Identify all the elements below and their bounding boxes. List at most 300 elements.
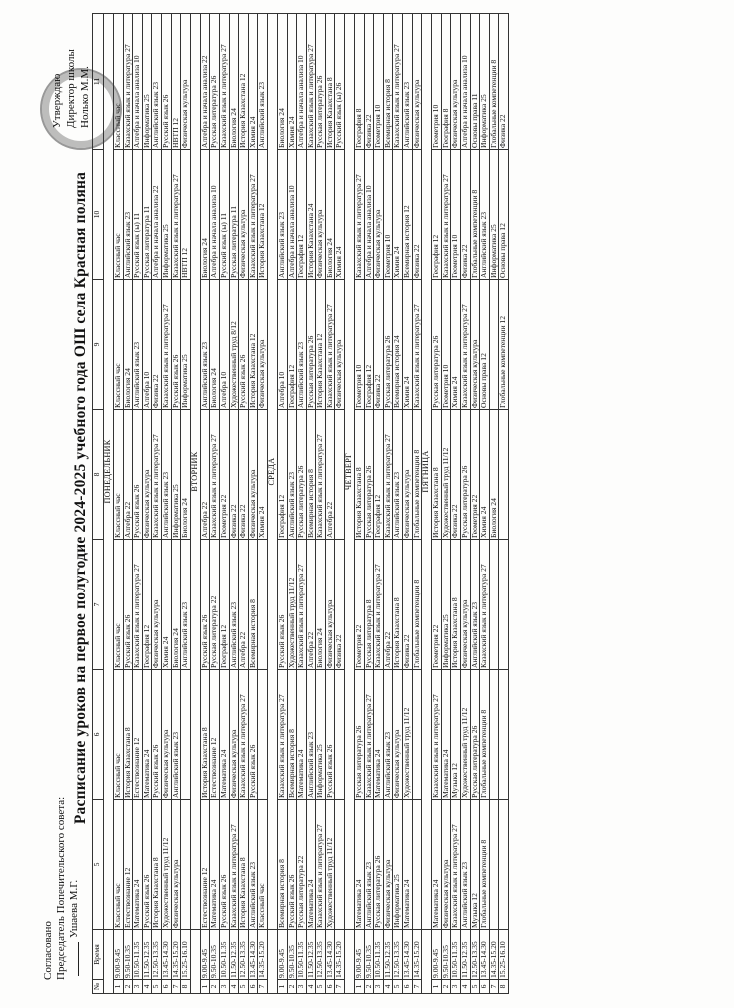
- lesson-time: 9.50-10.35: [210, 930, 220, 980]
- subject-label: Глобальные компетенции 8: [488, 59, 498, 148]
- approval-right-position: Директор школы: [65, 49, 77, 128]
- subject-label: История Казахстана 8: [354, 467, 364, 538]
- subject-label: Английский язык 23: [286, 471, 296, 538]
- day-spacer: [267, 930, 277, 994]
- column-header-grade: 8: [93, 410, 104, 540]
- column-header-grade: 6: [93, 670, 104, 800]
- schedule-cell: [461, 540, 471, 670]
- subject-label: Информатика 25: [315, 744, 325, 798]
- subject-label: Алгебра и начала анализа 10: [209, 185, 219, 278]
- subject-label: Математика 24: [209, 879, 219, 928]
- subject-label: Алгебра и начала анализа 22: [151, 185, 161, 278]
- subject-label: Математика 24: [440, 749, 450, 798]
- subject-label: Классный час: [113, 623, 122, 668]
- schedule-cell: [355, 150, 365, 280]
- subject-label: Английский язык 23: [199, 341, 209, 408]
- subject-label: Русская литература 11: [228, 205, 238, 278]
- subject-label: Художественный труд 11/12: [402, 707, 412, 798]
- approval-right-name: Нолько М.М.: [79, 66, 91, 128]
- lesson-row: [114, 14, 124, 994]
- schedule-cell: [258, 540, 268, 670]
- subject-label: Английский язык 23: [160, 471, 170, 538]
- approval-left-position: Председатель Попечительского совета:: [55, 796, 67, 980]
- subject-label: Всемирная история 24: [392, 335, 402, 408]
- subject-label: Геометрия 10: [440, 364, 450, 408]
- subject-label: Русский язык 26: [247, 744, 257, 798]
- column-header-grade: 10: [93, 150, 104, 280]
- day-spacer: [104, 930, 114, 994]
- subject-label: Информатика 25: [180, 354, 190, 408]
- lesson-number: 8: [499, 980, 509, 994]
- subject-label: Английский язык 23: [180, 601, 190, 668]
- subject-label: Физическая культура: [315, 209, 325, 278]
- schedule-table: [92, 13, 509, 994]
- schedule-cell: [316, 670, 326, 800]
- schedule-cell: [480, 280, 490, 410]
- schedule-cell: [114, 280, 124, 410]
- schedule-cell: [277, 800, 287, 930]
- lesson-number: 3: [374, 980, 384, 994]
- subject-label: Английский язык 23: [296, 341, 306, 408]
- lesson-number: 8: [181, 980, 191, 994]
- schedule-cell: [374, 150, 384, 280]
- schedule-cell: [161, 150, 171, 280]
- subject-label: Физическая культура: [180, 79, 190, 148]
- schedule-cell: [114, 410, 124, 540]
- schedule-cell: [432, 150, 442, 280]
- subject-label: Физическая культура: [411, 79, 421, 148]
- subject-label: Глобальные компетенции 8: [469, 189, 479, 278]
- lesson-number: 3: [451, 980, 461, 994]
- schedule-cell: [133, 150, 143, 280]
- schedule-cell: [374, 410, 384, 540]
- schedule-cell: [181, 150, 191, 280]
- column-header-number: №: [93, 980, 104, 994]
- subject-label: История Казахстана 8: [392, 597, 402, 668]
- schedule-cell: [480, 800, 490, 930]
- subject-label: Физическая культура: [440, 859, 450, 928]
- schedule-cell: [133, 410, 143, 540]
- day-name: ВТОРНИК: [190, 14, 200, 930]
- subject-label: Русская литература 26: [315, 75, 325, 148]
- subject-label: Физика 22: [460, 244, 469, 278]
- schedule-cell: [171, 800, 181, 930]
- subject-label: Русская литература 22: [209, 595, 219, 668]
- schedule-cell: [258, 150, 268, 280]
- subject-label: География 12: [218, 624, 228, 668]
- lesson-row: [210, 14, 220, 994]
- subject-label: Глобальные компетенции 8: [479, 709, 489, 798]
- subject-label: Английский язык 23: [151, 81, 161, 148]
- schedule-cell: [412, 280, 422, 410]
- subject-label: Русский язык (ы) 26: [334, 82, 344, 148]
- subject-label: Геометрия 22: [354, 624, 364, 668]
- day-header-row: [267, 14, 277, 994]
- lesson-time: 9.00-9.45: [432, 930, 442, 980]
- subject-label: Физическая культура: [382, 859, 392, 928]
- schedule-cell: [210, 14, 220, 150]
- day-name: ПЯТНИЦА: [422, 14, 432, 930]
- schedule-cell: [403, 280, 413, 410]
- lesson-row: [412, 14, 422, 994]
- schedule-cell: [432, 410, 442, 540]
- lesson-time: 10.50-11.35: [219, 930, 229, 980]
- lesson-row: [258, 14, 268, 994]
- subject-label: Естествознание 12: [122, 867, 132, 928]
- lesson-row: [374, 14, 384, 994]
- subject-label: Информатика 25: [141, 94, 151, 148]
- subject-label: Всемирная история 8: [382, 79, 392, 148]
- subject-label: Химия 24: [257, 506, 267, 538]
- subject-label: География 12: [276, 494, 286, 538]
- day-header-row: [422, 14, 432, 994]
- subject-label: История Казахстана 8: [151, 857, 161, 928]
- subject-label: Классный час: [113, 363, 122, 408]
- lesson-time: 11.50-12.35: [142, 930, 152, 980]
- lesson-row: [297, 14, 307, 994]
- lesson-number: 1: [432, 980, 442, 994]
- schedule-cell: [499, 280, 509, 410]
- lesson-number: 4: [142, 980, 152, 994]
- schedule-cell: [355, 410, 365, 540]
- subject-label: Физическая культура: [141, 469, 151, 538]
- lesson-row: [316, 14, 326, 994]
- subject-label: История Казахстана 8: [431, 467, 441, 538]
- lesson-time: 13.45-14.30: [480, 930, 490, 980]
- subject-label: Алгебра 10: [141, 371, 151, 408]
- lesson-number: 5: [152, 980, 162, 994]
- lesson-time: 15.25-16.10: [181, 930, 191, 980]
- subject-label: Музыка 12: [469, 893, 479, 928]
- schedule-cell: [374, 280, 384, 410]
- subject-label: Художественный труд 11/12: [440, 447, 450, 538]
- day-spacer: [190, 930, 200, 994]
- subject-label: Английский язык 23: [247, 861, 257, 928]
- subject-label: Казахский язык и литература 27: [431, 694, 441, 798]
- subject-label: Русский язык (ы) 11: [218, 212, 228, 278]
- subject-label: Физика 22: [450, 504, 460, 538]
- schedule-cell: [258, 280, 268, 410]
- subject-label: Казахский язык и литература 27: [354, 174, 364, 278]
- approval-left-name: Ушаева М.Г.: [68, 879, 80, 938]
- schedule-cell: [432, 14, 442, 150]
- subject-label: Всемирная история 8: [286, 729, 296, 798]
- lesson-row: [219, 14, 229, 994]
- subject-label: Русский язык 26: [160, 94, 170, 148]
- subject-label: Алгебра и начала анализа 10: [460, 55, 469, 148]
- column-header-grade: 11: [93, 14, 104, 150]
- schedule-cell: [480, 14, 490, 150]
- lesson-number: 6: [325, 980, 335, 994]
- day-header-row: [190, 14, 200, 994]
- schedule-cell: [489, 670, 499, 800]
- schedule-cell: [277, 670, 287, 800]
- schedule-cell: [133, 670, 143, 800]
- schedule-cell: [219, 150, 229, 280]
- subject-label: Английский язык 23: [170, 731, 180, 798]
- lesson-number: 5: [470, 980, 480, 994]
- subject-label: Алгебра и начала анализа 10: [132, 55, 142, 148]
- subject-label: История Казахстана 8: [122, 727, 132, 798]
- subject-label: НВТП 12: [170, 117, 180, 148]
- lesson-time: 14.35-15.20: [335, 930, 345, 980]
- schedule-cell: [335, 800, 345, 930]
- schedule-cell: [171, 670, 181, 800]
- schedule-cell: [133, 14, 143, 150]
- subject-label: Русский язык 26: [122, 614, 132, 668]
- subject-label: Математика 24: [141, 749, 151, 798]
- lesson-number: 4: [229, 980, 239, 994]
- lesson-number: 1: [114, 980, 124, 994]
- subject-label: История Казахстана 12: [238, 73, 248, 148]
- lesson-number: 6: [403, 980, 413, 994]
- day-spacer: [345, 930, 355, 994]
- lesson-row: [480, 14, 490, 994]
- schedule-cell: [325, 800, 335, 930]
- subject-label: Биология 24: [228, 108, 238, 148]
- subject-label: Классный час: [113, 753, 122, 798]
- subject-label: Английский язык 23: [469, 601, 479, 668]
- lesson-row: [161, 14, 171, 994]
- subject-label: История Казахстана 12: [315, 333, 325, 408]
- subject-label: Химия 24: [450, 376, 460, 408]
- column-header-grade: 7: [93, 540, 104, 670]
- subject-label: Русский язык 26: [324, 744, 334, 798]
- subject-label: Химия 24: [479, 506, 489, 538]
- schedule-cell: [374, 670, 384, 800]
- subject-label: Математика 24: [296, 749, 306, 798]
- subject-label: Английский язык 23: [257, 81, 267, 148]
- subject-label: Химия 24: [247, 116, 257, 148]
- schedule-cell: [325, 410, 335, 540]
- subject-label: Физика 22: [402, 634, 412, 668]
- subject-label: Биология 24: [170, 628, 180, 668]
- subject-label: Казахский язык и литература 27: [170, 174, 180, 278]
- subject-label: Химия 24: [392, 246, 402, 278]
- schedule-cell: [499, 14, 509, 150]
- subject-label: Английский язык 23: [305, 731, 315, 798]
- lesson-time: 11.50-12.35: [306, 930, 316, 980]
- subject-label: Химия 24: [334, 246, 344, 278]
- lesson-number: 6: [161, 980, 171, 994]
- subject-label: Алгебра и начала анализа 10: [286, 185, 296, 278]
- schedule-cell: [133, 280, 143, 410]
- subject-label: Физика 22: [498, 114, 508, 148]
- subject-label: Русская литература 26: [363, 465, 373, 538]
- lesson-time: 9.50-10.35: [287, 930, 297, 980]
- schedule-cell: [316, 150, 326, 280]
- subject-label: Алгебра 22: [238, 631, 248, 668]
- subject-label: Казахский язык и литература 27: [305, 44, 315, 148]
- lesson-time: 13.45-14.30: [161, 930, 171, 980]
- schedule-cell: [432, 800, 442, 930]
- subject-label: Всемирная история 12: [402, 205, 412, 278]
- schedule-cell: [239, 800, 249, 930]
- subject-label: Английский язык 23: [228, 601, 238, 668]
- subject-label: Информатика 25: [160, 224, 170, 278]
- subject-label: Алгебра 10: [276, 371, 286, 408]
- subject-label: Физическая культура: [228, 729, 238, 798]
- schedule-cell: [239, 410, 249, 540]
- schedule-cell: [316, 280, 326, 410]
- schedule-cell: [181, 670, 191, 800]
- lesson-number: 5: [393, 980, 403, 994]
- approval-right-heading: Утверждаю: [51, 73, 63, 128]
- subject-label: Русский язык 26: [199, 614, 209, 668]
- subject-label: Казахский язык и литература 27: [132, 564, 142, 668]
- lesson-row: [489, 14, 499, 994]
- day-spacer: [422, 930, 432, 994]
- schedule-cell: [403, 14, 413, 150]
- subject-label: Биология 24: [180, 498, 190, 538]
- subject-label: Казахский язык и литература 27: [315, 434, 325, 538]
- schedule-cell: [489, 800, 499, 930]
- schedule-cell: [316, 800, 326, 930]
- schedule-cell: [412, 670, 422, 800]
- subject-label: Русский язык 26: [141, 874, 151, 928]
- lesson-time: 14.35-15.20: [258, 930, 268, 980]
- lesson-number: 2: [123, 980, 133, 994]
- subject-label: Всемирная история 8: [247, 599, 257, 668]
- subject-label: Геометрия 22: [469, 494, 479, 538]
- schedule-cell: [335, 540, 345, 670]
- lesson-number: 2: [441, 980, 451, 994]
- subject-label: Русский язык (ы) 11: [132, 212, 142, 278]
- subject-label: Казахский язык и литература 27: [363, 694, 373, 798]
- subject-label: География 12: [373, 494, 383, 538]
- subject-label: Геометрия 10: [431, 104, 441, 148]
- schedule-cell: [461, 150, 471, 280]
- schedule-cell: [219, 800, 229, 930]
- schedule-cell: [161, 540, 171, 670]
- subject-label: Алгебра 22: [305, 631, 315, 668]
- schedule-cell: [161, 670, 171, 800]
- subject-label: Геометрия 22: [431, 624, 441, 668]
- subject-label: Русский язык 26: [286, 874, 296, 928]
- column-header-time: Время: [93, 930, 104, 980]
- subject-label: История Казахстана 8: [238, 857, 248, 928]
- lesson-time: 9.50-10.35: [441, 930, 451, 980]
- schedule-cell: [277, 150, 287, 280]
- subject-label: Геометрия 22: [218, 494, 228, 538]
- subject-label: Физическая культура: [151, 599, 161, 668]
- schedule-cell: [219, 14, 229, 150]
- subject-label: Глобальные компетенции 12: [498, 315, 508, 408]
- schedule-cell: [114, 800, 124, 930]
- schedule-cell: [325, 670, 335, 800]
- lesson-time: 11.50-12.35: [383, 930, 393, 980]
- schedule-cell: [239, 150, 249, 280]
- lesson-time: 10.50-11.35: [133, 930, 143, 980]
- schedule-cell: [461, 800, 471, 930]
- subject-label: Классный час: [113, 883, 122, 928]
- subject-label: Казахский язык и литература 27: [151, 434, 161, 538]
- lesson-number: 7: [258, 980, 268, 994]
- schedule-cell: [480, 540, 490, 670]
- subject-label: Основы права 12: [479, 353, 489, 408]
- lesson-number: 7: [412, 980, 422, 994]
- schedule-cell: [161, 280, 171, 410]
- subject-label: Информатика 25: [488, 224, 498, 278]
- schedule-cell: [114, 540, 124, 670]
- subject-label: Английский язык 23: [392, 471, 402, 538]
- schedule-cell: [133, 540, 143, 670]
- subject-label: Русский язык 26: [218, 874, 228, 928]
- schedule-cell: [499, 410, 509, 540]
- schedule-cell: [114, 14, 124, 150]
- subject-label: Русская литература 26: [431, 335, 441, 408]
- subject-label: Математика 24: [218, 749, 228, 798]
- schedule-cell: [210, 280, 220, 410]
- schedule-cell: [499, 670, 509, 800]
- lesson-time: 14.35-15.20: [489, 930, 499, 980]
- lesson-number: 5: [316, 980, 326, 994]
- lesson-time: 11.50-12.35: [461, 930, 471, 980]
- lesson-time: 13.45-14.30: [403, 930, 413, 980]
- subject-label: Художественный труд 11/12: [160, 837, 170, 928]
- subject-label: Геометрия 10: [382, 234, 392, 278]
- subject-label: Казахский язык и литература 27: [440, 174, 450, 278]
- lesson-number: 3: [297, 980, 307, 994]
- lesson-time: 12.50-13.35: [393, 930, 403, 980]
- subject-label: Русская литература 8: [363, 599, 373, 668]
- lesson-number: 1: [355, 980, 365, 994]
- schedule-cell: [355, 14, 365, 150]
- schedule-cell: [133, 800, 143, 930]
- schedule-cell: [277, 540, 287, 670]
- subject-label: Биология 24: [209, 368, 219, 408]
- schedule-cell: [219, 670, 229, 800]
- subject-label: Казахский язык и литература 27: [160, 304, 170, 408]
- schedule-cell: [210, 150, 220, 280]
- subject-label: Биология 24: [199, 238, 209, 278]
- subject-label: Классный час: [257, 883, 267, 928]
- subject-label: Математика 24: [373, 749, 383, 798]
- subject-label: История Казахстана 8: [199, 727, 209, 798]
- schedule-cell: [355, 800, 365, 930]
- subject-label: История Казахстана 8: [450, 597, 460, 668]
- schedule-cell: [277, 410, 287, 540]
- subject-label: География 8: [440, 108, 450, 148]
- subject-label: Казахский язык и литература 27: [122, 44, 132, 148]
- schedule-cell: [181, 280, 191, 410]
- schedule-cell: [403, 540, 413, 670]
- subject-label: Английский язык 23: [276, 211, 286, 278]
- subject-label: Казахский язык и литература 27: [209, 434, 219, 538]
- subject-label: Всемирная история 8: [276, 859, 286, 928]
- subject-label: Русская литература 26: [469, 725, 479, 798]
- subject-label: Физическая культура: [324, 599, 334, 668]
- subject-label: Физическая культура: [392, 729, 402, 798]
- subject-label: Классный час: [113, 103, 122, 148]
- subject-label: Русская литература 26: [296, 465, 306, 538]
- schedule-cell: [412, 14, 422, 150]
- subject-label: Алгебра 22: [324, 501, 334, 538]
- subject-label: Русская литература 26: [209, 75, 219, 148]
- subject-label: Русский язык 26: [170, 354, 180, 408]
- schedule-cell: [258, 14, 268, 150]
- schedule-cell: [114, 150, 124, 280]
- subject-label: Казахский язык и литература 27: [392, 44, 402, 148]
- subject-label: Алгебра 22: [199, 501, 209, 538]
- day-header-row: [345, 14, 355, 994]
- schedule-cell: [181, 800, 191, 930]
- day-name: СРЕДА: [267, 14, 277, 930]
- lesson-row: [181, 14, 191, 994]
- lesson-number: 3: [219, 980, 229, 994]
- subject-label: Физика 22: [373, 374, 383, 408]
- subject-label: Русский язык 26: [151, 744, 161, 798]
